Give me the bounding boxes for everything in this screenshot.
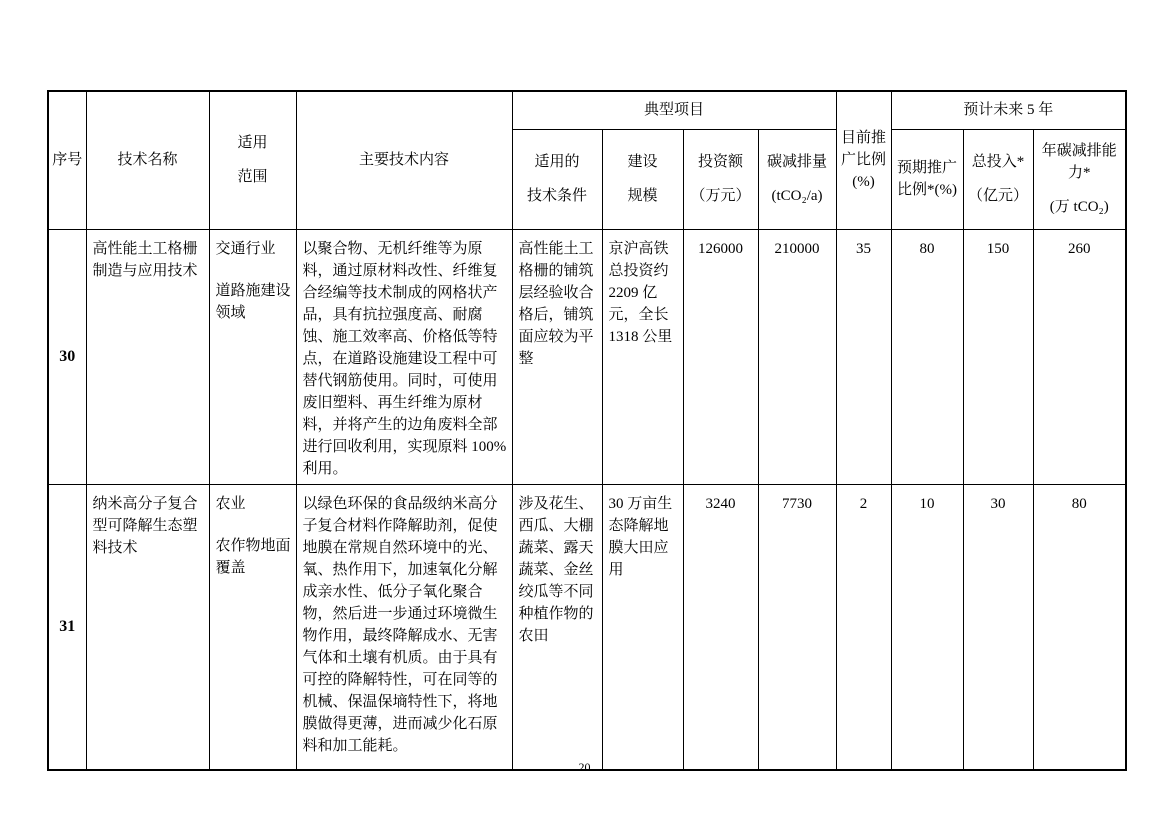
header-main-content-label: 主要技术内容 xyxy=(358,152,449,169)
cell-seq xyxy=(48,229,86,484)
investment-value: 126000 xyxy=(698,240,743,257)
header-scope xyxy=(209,91,296,229)
current-promotion-ratio-value: 35 xyxy=(856,240,872,257)
cell-applicable-conditions xyxy=(512,229,602,484)
cell-investment xyxy=(683,229,758,484)
construction-scale-text: 30 万亩生态降解地膜大田应用 xyxy=(608,495,673,578)
header-future-5-years-group xyxy=(891,91,1126,129)
carbon-reduction-value: 7730 xyxy=(782,495,812,512)
header-construction-scale xyxy=(602,129,683,229)
cell-main-content xyxy=(296,484,512,770)
cell-applicable-conditions xyxy=(512,484,602,770)
header-carbon-reduction-line1: 碳减排量 xyxy=(767,154,828,170)
cell-seq xyxy=(48,484,86,770)
header-future-5-years-label: 预计未来 5 年 xyxy=(963,102,1054,119)
cell-construction-scale xyxy=(602,229,683,484)
page-number: 20 xyxy=(578,760,591,774)
cell-carbon-reduction xyxy=(758,484,836,770)
row-seq-value: 31 xyxy=(59,617,76,635)
cell-expected-promotion-ratio xyxy=(891,229,963,484)
header-expected-promotion-ratio-label: 预期推广比例*(%) xyxy=(897,160,958,198)
header-applicable-conditions-line1: 适用的 xyxy=(534,154,580,170)
header-annual-carbon-reduction-line1: 年碳减排能力* xyxy=(1041,143,1117,181)
cell-investment xyxy=(683,484,758,770)
carbon-reduction-value: 210000 xyxy=(774,240,820,257)
annual-carbon-reduction-value: 260 xyxy=(1068,240,1091,257)
header-applicable-conditions-line2: 技术条件 xyxy=(526,188,587,204)
header-seq-label: 序号 xyxy=(52,152,83,169)
table-row xyxy=(48,229,1126,484)
header-carbon-reduction-line2: (tCO₂/a) xyxy=(771,188,823,204)
table-row xyxy=(48,484,1126,770)
tech-name-text: 高性能土工格栅制造与应用技术 xyxy=(92,240,198,279)
header-current-promotion-ratio xyxy=(836,91,891,229)
total-investment-value: 150 xyxy=(986,240,1010,257)
header-tech-name xyxy=(86,91,209,229)
header-carbon-reduction xyxy=(758,129,836,229)
header-typical-project-label: 典型项目 xyxy=(644,102,705,119)
cell-scope xyxy=(209,229,296,484)
header-construction-scale-line2: 规模 xyxy=(627,188,658,204)
current-promotion-ratio-value: 2 xyxy=(859,495,868,512)
header-investment-line1: 投资额 xyxy=(697,154,743,170)
header-annual-carbon-reduction-line2: (万 tCO₂) xyxy=(1049,199,1109,215)
technology-table xyxy=(47,90,1127,771)
header-total-investment-line2: （亿元） xyxy=(968,188,1029,204)
cell-tech-name xyxy=(86,484,209,770)
cell-tech-name xyxy=(86,229,209,484)
cell-expected-promotion-ratio xyxy=(891,484,963,770)
cell-current-promotion-ratio xyxy=(836,484,891,770)
header-tech-name-label: 技术名称 xyxy=(117,152,178,169)
scope-paragraph-2: 道路施建设领域 xyxy=(215,282,291,321)
scope-paragraph-2: 农作物地面覆盖 xyxy=(215,537,291,576)
expected-promotion-ratio-value: 80 xyxy=(919,240,935,257)
scope-paragraph-1: 农业 xyxy=(215,495,246,512)
header-expected-promotion-ratio xyxy=(891,129,963,229)
header-current-promotion-ratio-label: 目前推广比例(%) xyxy=(841,130,887,191)
cell-main-content xyxy=(296,229,512,484)
tech-name-text: 纳米高分子复合型可降解生态塑料技术 xyxy=(92,495,198,556)
total-investment-value: 30 xyxy=(990,495,1006,512)
construction-scale-text: 京沪高铁总投资约 2209 亿元，全长 1318 公里 xyxy=(608,240,673,345)
expected-promotion-ratio-value: 10 xyxy=(919,495,935,512)
main-content-text: 以绿色环保的食品级纳米高分子复合材料作降解助剂，促使地膜在常规自然环境中的光、氧、热作用下，加速氧化分解成亲水性、低分子氧化聚合物，然后进一步通过环境微生物作用，最终降解成水、无害气体和土壤有机质。由于具有可控的降解特性，可在同等的机械、保温保墒特性下，将地膜做得更薄，进而减少化石原料和加工能耗。 xyxy=(302,495,498,754)
cell-total-investment xyxy=(963,484,1033,770)
cell-total-investment xyxy=(963,229,1033,484)
applicable-conditions-text: 高性能土工格栅的铺筑层经验收合格后，铺筑面应较为平整 xyxy=(518,240,594,367)
header-total-investment-line1: 总投入* xyxy=(971,154,1025,170)
header-row-top xyxy=(48,91,1126,129)
cell-annual-carbon-reduction xyxy=(1033,484,1126,770)
scope-paragraph-1: 交通行业 xyxy=(215,240,276,257)
header-main-content xyxy=(296,91,512,229)
header-applicable-conditions xyxy=(512,129,602,229)
cell-carbon-reduction xyxy=(758,229,836,484)
row-seq-value: 30 xyxy=(59,347,76,365)
main-content-text: 以聚合物、无机纤维等为原料，通过原材料改性、纤维复合经编等技术制成的网格状产品，具有抗拉强度高、耐腐蚀、施工效率高、价格低等特点，在道路设施建设工程中可替代钢筋使用。同时，可使用废旧塑料、再生纤维为原材料，并将产生的边角废料全部进行回收利用，实现原料 100%利用。 xyxy=(302,240,507,477)
header-seq xyxy=(48,91,86,229)
annual-carbon-reduction-value: 80 xyxy=(1071,495,1087,512)
header-total-investment xyxy=(963,129,1033,229)
header-scope-line1: 适用 xyxy=(237,135,268,152)
header-investment xyxy=(683,129,758,229)
header-investment-line2: （万元） xyxy=(690,188,751,204)
investment-value: 3240 xyxy=(705,495,736,512)
cell-construction-scale xyxy=(602,484,683,770)
header-annual-carbon-reduction xyxy=(1033,129,1126,229)
header-scope-line2: 范围 xyxy=(237,169,268,186)
header-typical-project-group xyxy=(512,91,836,129)
cell-scope xyxy=(209,484,296,770)
cell-current-promotion-ratio xyxy=(836,229,891,484)
header-construction-scale-line1: 建设 xyxy=(627,154,658,170)
applicable-conditions-text: 涉及花生、西瓜、大棚蔬菜、露天蔬菜、金丝绞瓜等不同种植作物的农田 xyxy=(518,495,594,644)
cell-annual-carbon-reduction xyxy=(1033,229,1126,484)
